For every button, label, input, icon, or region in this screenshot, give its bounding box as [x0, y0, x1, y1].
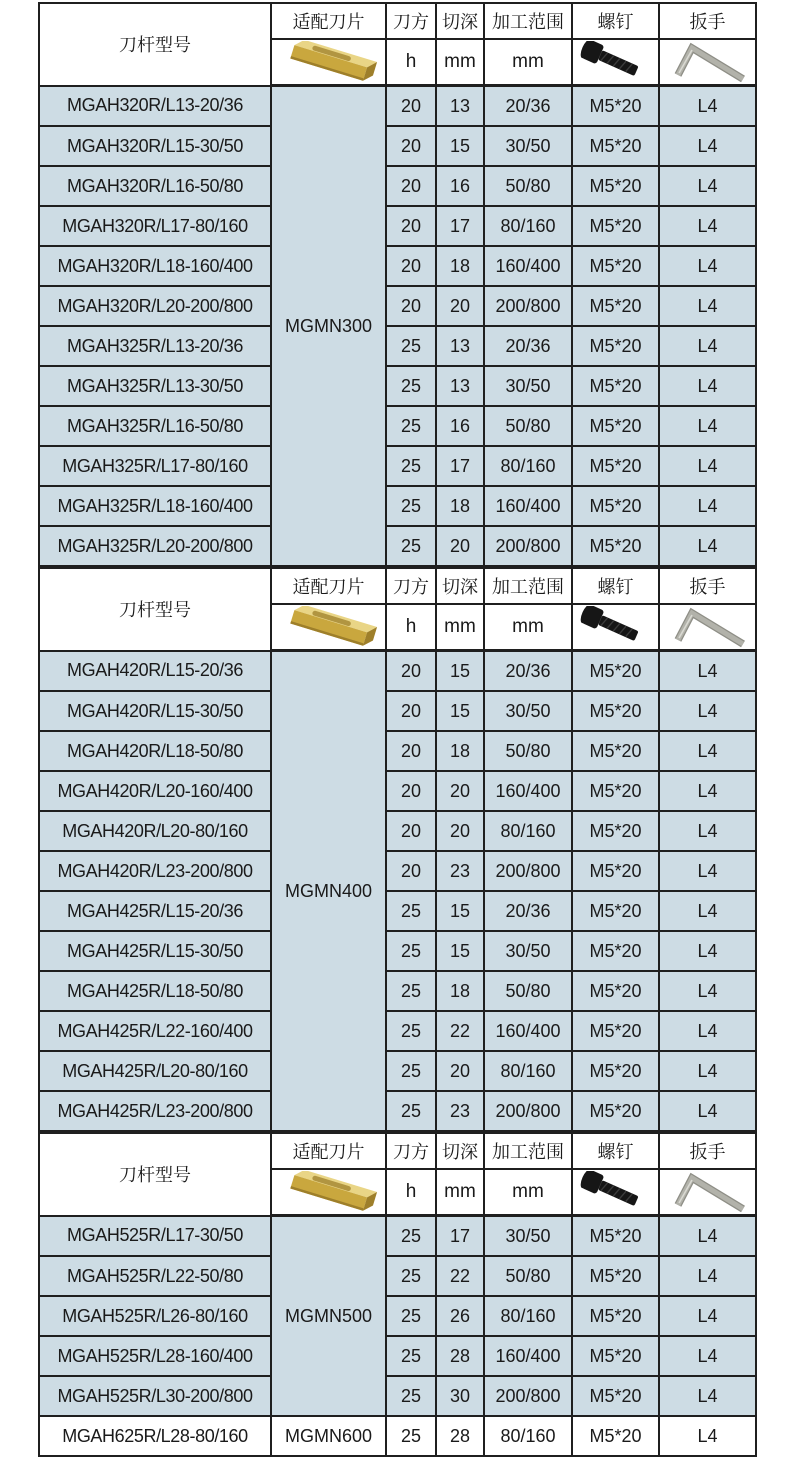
range-value-cell: 30/50 [484, 366, 572, 406]
wrench-image-cell [659, 39, 756, 86]
screw-value-cell: M5*20 [572, 891, 659, 931]
header-row-labels [39, 1133, 756, 1169]
screw-value-cell: M5*20 [572, 1216, 659, 1257]
range-value-cell: 200/800 [484, 526, 572, 566]
table-row [39, 1256, 756, 1296]
depth-unit: mm [436, 604, 484, 651]
screw-value-cell: M5*20 [572, 1256, 659, 1296]
insert-model-cell: MGMN400 [271, 651, 386, 1132]
insert-image-cell [271, 604, 386, 651]
column-header-depth: 切深 [436, 3, 484, 39]
wrench-value-cell: L4 [659, 246, 756, 286]
spec-table [38, 567, 757, 1132]
depth-value-cell: 16 [436, 406, 484, 446]
column-header-wrench: 扳手 [659, 568, 756, 604]
column-header-wrench: 扳手 [659, 3, 756, 39]
column-header-insert: 适配刀片 [271, 568, 386, 604]
shank-value-cell: 25 [386, 446, 436, 486]
shank-value-cell: 25 [386, 1376, 436, 1416]
shank-value-cell: 25 [386, 1256, 436, 1296]
shank-value-cell: 25 [386, 1011, 436, 1051]
table-row [39, 126, 756, 166]
column-header-toolholder-model: 刀杆型号 [39, 568, 271, 651]
depth-value-cell: 20 [436, 286, 484, 326]
insert-model-cell: MGMN600 [271, 1416, 386, 1456]
wrench-value-cell: L4 [659, 931, 756, 971]
shank-value-cell: 25 [386, 526, 436, 566]
screw-value-cell: M5*20 [572, 126, 659, 166]
toolholder-model-cell: MGAH425R/L20-80/160 [39, 1051, 271, 1091]
depth-value-cell: 18 [436, 971, 484, 1011]
range-value-cell: 80/160 [484, 811, 572, 851]
depth-value-cell: 20 [436, 526, 484, 566]
table-row [39, 1416, 756, 1456]
toolholder-model-cell: MGAH420R/L15-20/36 [39, 651, 271, 692]
table-row [39, 286, 756, 326]
range-value-cell: 200/800 [484, 851, 572, 891]
shank-unit: h [386, 1169, 436, 1216]
toolholder-model-cell: MGAH325R/L17-80/160 [39, 446, 271, 486]
screw-value-cell: M5*20 [572, 1091, 659, 1131]
wrench-value-cell: L4 [659, 1256, 756, 1296]
range-value-cell: 160/400 [484, 1011, 572, 1051]
wrench-value-cell: L4 [659, 971, 756, 1011]
depth-value-cell: 15 [436, 691, 484, 731]
range-value-cell: 20/36 [484, 326, 572, 366]
depth-value-cell: 28 [436, 1336, 484, 1376]
screw-value-cell: M5*20 [572, 86, 659, 127]
table-row [39, 486, 756, 526]
column-header-shank: 刀方 [386, 568, 436, 604]
depth-value-cell: 15 [436, 891, 484, 931]
screw-value-cell: M5*20 [572, 446, 659, 486]
wrench-value-cell: L4 [659, 486, 756, 526]
screw-value-cell: M5*20 [572, 651, 659, 692]
range-value-cell: 30/50 [484, 126, 572, 166]
toolholder-model-cell: MGAH420R/L15-30/50 [39, 691, 271, 731]
table-row [39, 971, 756, 1011]
depth-unit: mm [436, 39, 484, 86]
shank-value-cell: 25 [386, 1416, 436, 1456]
insert-icon [272, 1170, 385, 1214]
toolholder-model-cell: MGAH525R/L22-50/80 [39, 1256, 271, 1296]
shank-value-cell: 25 [386, 1091, 436, 1131]
toolholder-model-cell: MGAH325R/L13-20/36 [39, 326, 271, 366]
depth-value-cell: 18 [436, 731, 484, 771]
range-unit: mm [484, 604, 572, 651]
range-value-cell: 30/50 [484, 691, 572, 731]
table-row [39, 1216, 756, 1257]
depth-value-cell: 15 [436, 931, 484, 971]
shank-unit: h [386, 604, 436, 651]
wrench-value-cell: L4 [659, 811, 756, 851]
depth-value-cell: 28 [436, 1416, 484, 1456]
toolholder-model-cell: MGAH425R/L22-160/400 [39, 1011, 271, 1051]
screw-value-cell: M5*20 [572, 526, 659, 566]
wrench-value-cell: L4 [659, 691, 756, 731]
depth-value-cell: 13 [436, 86, 484, 127]
shank-value-cell: 25 [386, 1051, 436, 1091]
screw-value-cell: M5*20 [572, 206, 659, 246]
depth-value-cell: 23 [436, 851, 484, 891]
toolholder-model-cell: MGAH525R/L28-160/400 [39, 1336, 271, 1376]
header-row-labels [39, 568, 756, 604]
header-row-labels [39, 3, 756, 39]
wrench-value-cell: L4 [659, 286, 756, 326]
wrench-value-cell: L4 [659, 446, 756, 486]
table-row [39, 366, 756, 406]
spec-table [38, 1132, 757, 1457]
shank-value-cell: 20 [386, 731, 436, 771]
wrench-icon [660, 605, 755, 649]
screw-value-cell: M5*20 [572, 811, 659, 851]
toolholder-spec-sheet [38, 2, 757, 1457]
wrench-value-cell: L4 [659, 1296, 756, 1336]
range-value-cell: 80/160 [484, 1051, 572, 1091]
spec-table [38, 2, 757, 567]
range-value-cell: 50/80 [484, 971, 572, 1011]
range-value-cell: 200/800 [484, 1376, 572, 1416]
depth-value-cell: 23 [436, 1091, 484, 1131]
toolholder-model-cell: MGAH325R/L13-30/50 [39, 366, 271, 406]
toolholder-model-cell: MGAH420R/L20-80/160 [39, 811, 271, 851]
toolholder-model-cell: MGAH425R/L23-200/800 [39, 1091, 271, 1131]
column-header-toolholder-model: 刀杆型号 [39, 3, 271, 86]
toolholder-model-cell: MGAH325R/L16-50/80 [39, 406, 271, 446]
range-value-cell: 200/800 [484, 1091, 572, 1131]
table-row [39, 206, 756, 246]
table-row [39, 1011, 756, 1051]
range-value-cell: 20/36 [484, 86, 572, 127]
column-header-wrench: 扳手 [659, 1133, 756, 1169]
wrench-value-cell: L4 [659, 1416, 756, 1456]
screw-value-cell: M5*20 [572, 931, 659, 971]
screw-value-cell: M5*20 [572, 691, 659, 731]
table-row [39, 1376, 756, 1416]
screw-value-cell: M5*20 [572, 366, 659, 406]
insert-icon [272, 605, 385, 649]
toolholder-model-cell: MGAH525R/L17-30/50 [39, 1216, 271, 1257]
column-header-insert: 适配刀片 [271, 3, 386, 39]
depth-value-cell: 13 [436, 366, 484, 406]
wrench-value-cell: L4 [659, 366, 756, 406]
screw-value-cell: M5*20 [572, 326, 659, 366]
screw-image-cell [572, 604, 659, 651]
table-row [39, 811, 756, 851]
screw-value-cell: M5*20 [572, 246, 659, 286]
table-row [39, 1296, 756, 1336]
shank-value-cell: 25 [386, 406, 436, 446]
wrench-value-cell: L4 [659, 166, 756, 206]
column-header-screw: 螺钉 [572, 1133, 659, 1169]
shank-value-cell: 20 [386, 246, 436, 286]
shank-value-cell: 25 [386, 971, 436, 1011]
shank-value-cell: 20 [386, 651, 436, 692]
wrench-value-cell: L4 [659, 1336, 756, 1376]
screw-value-cell: M5*20 [572, 406, 659, 446]
screw-image-cell [572, 1169, 659, 1216]
toolholder-model-cell: MGAH525R/L26-80/160 [39, 1296, 271, 1336]
range-value-cell: 80/160 [484, 1296, 572, 1336]
screw-value-cell: M5*20 [572, 286, 659, 326]
column-header-screw: 螺钉 [572, 3, 659, 39]
table-row [39, 406, 756, 446]
wrench-icon [660, 1170, 755, 1214]
toolholder-model-cell: MGAH625R/L28-80/160 [39, 1416, 271, 1456]
column-header-shank: 刀方 [386, 3, 436, 39]
wrench-value-cell: L4 [659, 891, 756, 931]
depth-value-cell: 26 [436, 1296, 484, 1336]
screw-value-cell: M5*20 [572, 1296, 659, 1336]
wrench-value-cell: L4 [659, 326, 756, 366]
column-header-range: 加工范围 [484, 3, 572, 39]
table-row [39, 86, 756, 127]
toolholder-model-cell: MGAH525R/L30-200/800 [39, 1376, 271, 1416]
wrench-value-cell: L4 [659, 526, 756, 566]
range-value-cell: 80/160 [484, 1416, 572, 1456]
range-value-cell: 50/80 [484, 1256, 572, 1296]
depth-value-cell: 22 [436, 1011, 484, 1051]
screw-value-cell: M5*20 [572, 1336, 659, 1376]
range-unit: mm [484, 39, 572, 86]
depth-unit: mm [436, 1169, 484, 1216]
toolholder-model-cell: MGAH325R/L20-200/800 [39, 526, 271, 566]
shank-value-cell: 20 [386, 691, 436, 731]
wrench-value-cell: L4 [659, 1376, 756, 1416]
depth-value-cell: 17 [436, 446, 484, 486]
range-value-cell: 50/80 [484, 166, 572, 206]
shank-value-cell: 25 [386, 1216, 436, 1257]
column-header-range: 加工范围 [484, 568, 572, 604]
screw-value-cell: M5*20 [572, 486, 659, 526]
screw-icon [573, 605, 658, 649]
shank-value-cell: 25 [386, 931, 436, 971]
range-unit: mm [484, 1169, 572, 1216]
wrench-value-cell: L4 [659, 771, 756, 811]
column-header-insert: 适配刀片 [271, 1133, 386, 1169]
table-row [39, 731, 756, 771]
shank-value-cell: 20 [386, 811, 436, 851]
screw-icon [573, 1170, 658, 1214]
table-row [39, 691, 756, 731]
toolholder-model-cell: MGAH320R/L15-30/50 [39, 126, 271, 166]
range-value-cell: 80/160 [484, 206, 572, 246]
screw-value-cell: M5*20 [572, 1011, 659, 1051]
shank-value-cell: 25 [386, 1296, 436, 1336]
depth-value-cell: 30 [436, 1376, 484, 1416]
depth-value-cell: 17 [436, 1216, 484, 1257]
shank-value-cell: 20 [386, 126, 436, 166]
shank-value-cell: 25 [386, 326, 436, 366]
column-header-shank: 刀方 [386, 1133, 436, 1169]
shank-unit: h [386, 39, 436, 86]
depth-value-cell: 22 [436, 1256, 484, 1296]
wrench-value-cell: L4 [659, 1091, 756, 1131]
shank-value-cell: 20 [386, 771, 436, 811]
screw-value-cell: M5*20 [572, 771, 659, 811]
table-row [39, 1051, 756, 1091]
wrench-value-cell: L4 [659, 126, 756, 166]
screw-value-cell: M5*20 [572, 1416, 659, 1456]
table-row [39, 651, 756, 692]
toolholder-model-cell: MGAH325R/L18-160/400 [39, 486, 271, 526]
table-row [39, 526, 756, 566]
depth-value-cell: 16 [436, 166, 484, 206]
screw-value-cell: M5*20 [572, 166, 659, 206]
wrench-image-cell [659, 1169, 756, 1216]
column-header-screw: 螺钉 [572, 568, 659, 604]
table-row [39, 1336, 756, 1376]
table-row [39, 1091, 756, 1131]
table-row [39, 446, 756, 486]
wrench-image-cell [659, 604, 756, 651]
wrench-value-cell: L4 [659, 731, 756, 771]
shank-value-cell: 20 [386, 166, 436, 206]
wrench-value-cell: L4 [659, 1011, 756, 1051]
wrench-value-cell: L4 [659, 406, 756, 446]
toolholder-model-cell: MGAH320R/L20-200/800 [39, 286, 271, 326]
wrench-icon [660, 40, 755, 84]
shank-value-cell: 25 [386, 1336, 436, 1376]
screw-image-cell [572, 39, 659, 86]
range-value-cell: 160/400 [484, 1336, 572, 1376]
toolholder-model-cell: MGAH320R/L13-20/36 [39, 86, 271, 127]
range-value-cell: 30/50 [484, 1216, 572, 1257]
shank-value-cell: 25 [386, 486, 436, 526]
depth-value-cell: 18 [436, 486, 484, 526]
toolholder-model-cell: MGAH420R/L18-50/80 [39, 731, 271, 771]
depth-value-cell: 20 [436, 811, 484, 851]
wrench-value-cell: L4 [659, 206, 756, 246]
toolholder-model-cell: MGAH420R/L23-200/800 [39, 851, 271, 891]
toolholder-model-cell: MGAH425R/L15-20/36 [39, 891, 271, 931]
shank-value-cell: 20 [386, 206, 436, 246]
shank-value-cell: 20 [386, 851, 436, 891]
depth-value-cell: 15 [436, 126, 484, 166]
wrench-value-cell: L4 [659, 851, 756, 891]
insert-image-cell [271, 39, 386, 86]
column-header-toolholder-model: 刀杆型号 [39, 1133, 271, 1216]
range-value-cell: 200/800 [484, 286, 572, 326]
depth-value-cell: 17 [436, 206, 484, 246]
table-row [39, 891, 756, 931]
wrench-value-cell: L4 [659, 1216, 756, 1257]
table-row [39, 166, 756, 206]
depth-value-cell: 15 [436, 651, 484, 692]
shank-value-cell: 20 [386, 286, 436, 326]
screw-icon [573, 40, 658, 84]
range-value-cell: 30/50 [484, 931, 572, 971]
range-value-cell: 160/400 [484, 486, 572, 526]
column-header-depth: 切深 [436, 568, 484, 604]
screw-value-cell: M5*20 [572, 1376, 659, 1416]
depth-value-cell: 20 [436, 1051, 484, 1091]
wrench-value-cell: L4 [659, 1051, 756, 1091]
toolholder-model-cell: MGAH425R/L15-30/50 [39, 931, 271, 971]
depth-value-cell: 20 [436, 771, 484, 811]
range-value-cell: 50/80 [484, 406, 572, 446]
toolholder-model-cell: MGAH320R/L17-80/160 [39, 206, 271, 246]
toolholder-model-cell: MGAH320R/L18-160/400 [39, 246, 271, 286]
range-value-cell: 80/160 [484, 446, 572, 486]
insert-model-cell: MGMN300 [271, 86, 386, 567]
wrench-value-cell: L4 [659, 651, 756, 692]
range-value-cell: 20/36 [484, 891, 572, 931]
shank-value-cell: 20 [386, 86, 436, 127]
depth-value-cell: 13 [436, 326, 484, 366]
table-row [39, 326, 756, 366]
insert-model-cell: MGMN500 [271, 1216, 386, 1417]
range-value-cell: 50/80 [484, 731, 572, 771]
table-row [39, 931, 756, 971]
toolholder-model-cell: MGAH420R/L20-160/400 [39, 771, 271, 811]
insert-icon [272, 40, 385, 84]
table-row [39, 246, 756, 286]
table-row [39, 851, 756, 891]
range-value-cell: 160/400 [484, 246, 572, 286]
column-header-range: 加工范围 [484, 1133, 572, 1169]
screw-value-cell: M5*20 [572, 1051, 659, 1091]
depth-value-cell: 18 [436, 246, 484, 286]
wrench-value-cell: L4 [659, 86, 756, 127]
toolholder-model-cell: MGAH425R/L18-50/80 [39, 971, 271, 1011]
column-header-depth: 切深 [436, 1133, 484, 1169]
screw-value-cell: M5*20 [572, 851, 659, 891]
spec-tables [38, 2, 757, 1457]
table-row [39, 771, 756, 811]
screw-value-cell: M5*20 [572, 971, 659, 1011]
shank-value-cell: 25 [386, 891, 436, 931]
shank-value-cell: 25 [386, 366, 436, 406]
range-value-cell: 20/36 [484, 651, 572, 692]
screw-value-cell: M5*20 [572, 731, 659, 771]
range-value-cell: 160/400 [484, 771, 572, 811]
toolholder-model-cell: MGAH320R/L16-50/80 [39, 166, 271, 206]
insert-image-cell [271, 1169, 386, 1216]
